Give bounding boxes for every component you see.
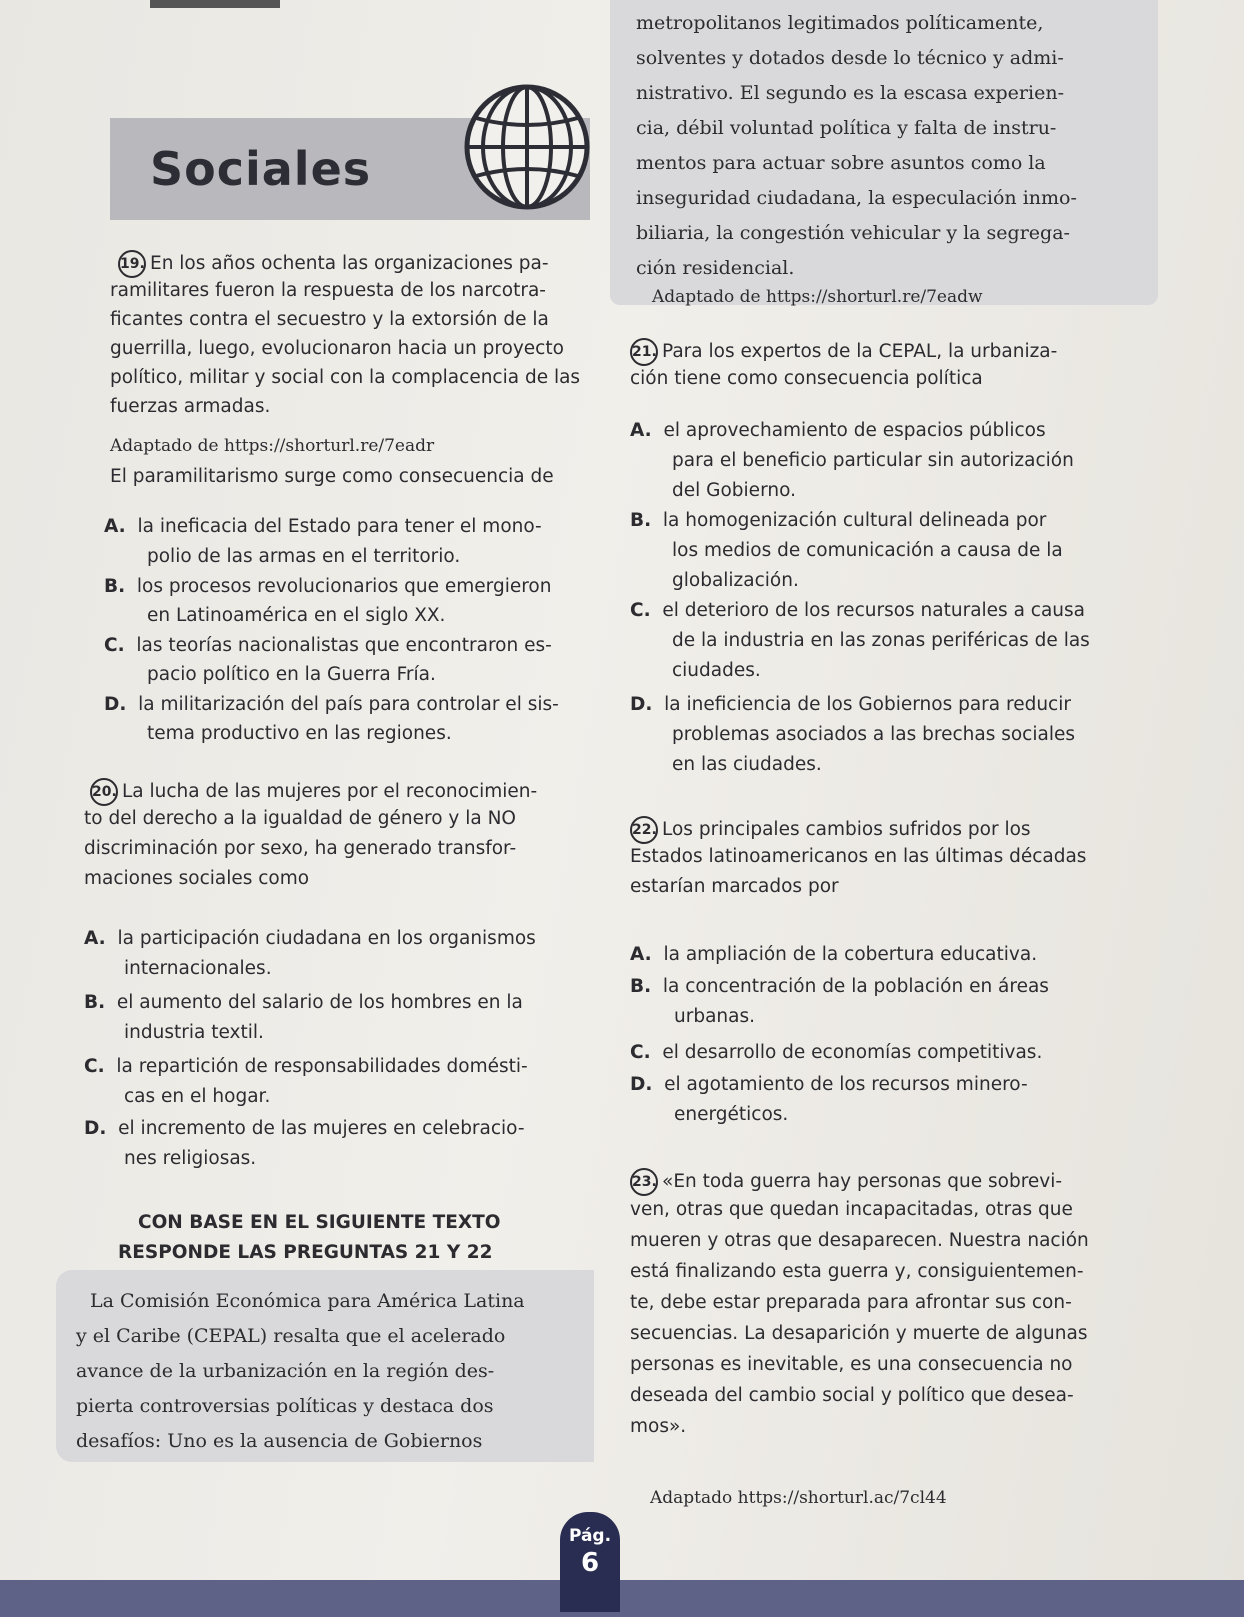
- box-line: solventes y dotados desde lo técnico y admi-: [636, 47, 1064, 69]
- q22-line: Estados latinoamericanos en las últimas décadas: [630, 846, 1087, 867]
- box-line: mentos para actuar sobre asuntos como la: [636, 152, 1046, 174]
- q22-line: estarían marcados por: [630, 876, 839, 897]
- instruction-line-2: RESPONDE LAS PREGUNTAS 21 Y 22: [118, 1242, 493, 1263]
- q20-line: 20. La lucha de las mujeres por el reconocimien-: [90, 778, 537, 806]
- bottom-strip: [0, 1580, 1244, 1617]
- q23-line: mos».: [630, 1416, 687, 1437]
- box-line: metropolitanos legitimados políticamente,: [636, 12, 1044, 34]
- box-line: biliaria, la congestión vehicular y la segrega-: [636, 222, 1070, 244]
- q20-option-b[interactable]: B. el aumento del salario de los hombres en la: [84, 992, 523, 1013]
- q20-option-d[interactable]: D. el incremento de las mujeres en celebracio-: [84, 1118, 525, 1139]
- q23-line: ven, otras que quedan incapacitadas, otras que: [630, 1199, 1073, 1220]
- q19-option-d[interactable]: D. la militarización del país para controlar el sis-: [104, 694, 559, 715]
- q19-question: El paramilitarismo surge como consecuencia de: [110, 466, 554, 487]
- q22-option-d-cont: energéticos.: [674, 1104, 789, 1125]
- q19-line: político, militar y social con la complacencia de las: [110, 367, 581, 388]
- q22-option-d[interactable]: D. el agotamiento de los recursos minero-: [630, 1074, 1028, 1095]
- q20-option-c-cont: cas en el hogar.: [124, 1086, 271, 1107]
- q23-source: Adaptado https://shorturl.ac/7cl44: [650, 1488, 947, 1508]
- q19-option-b-cont: en Latinoamérica en el siglo XX.: [147, 605, 446, 626]
- q19-line: ramilitares fueron la respuesta de los narcotra-: [110, 280, 546, 301]
- cepal-text-box: [56, 1270, 594, 1462]
- box-line: avance de la urbanización en la región des-: [76, 1360, 495, 1382]
- box-line: La Comisión Económica para América Latina: [90, 1290, 525, 1312]
- q22-option-a[interactable]: A. la ampliación de la cobertura educativa.: [630, 944, 1038, 965]
- cepal-text-box-continued: [610, 0, 1158, 305]
- box-line: cia, débil voluntad política y falta de instru-: [636, 117, 1057, 139]
- q22-option-b[interactable]: B. la concentración de la población en áreas: [630, 976, 1049, 997]
- q19-source: Adaptado de https://shorturl.re/7eadr: [110, 436, 435, 456]
- q23-line: 23. «En toda guerra hay personas que sobrevi-: [630, 1168, 1062, 1196]
- q21-option-a-cont: para el beneficio particular sin autorización: [672, 450, 1074, 471]
- page-number-badge: [560, 1512, 620, 1612]
- q23-line: está finalizando esta guerra y, consiguientemen-: [630, 1261, 1084, 1282]
- q22-option-b-cont: urbanas.: [674, 1006, 755, 1027]
- q19-option-c-cont: pacio político en la Guerra Fría.: [147, 664, 436, 685]
- top-edge-bar: [150, 0, 280, 8]
- box-line: desafíos: Uno es la ausencia de Gobiernos: [76, 1430, 483, 1452]
- q20-option-a-cont: internacionales.: [124, 958, 272, 979]
- q19-option-b[interactable]: B. los procesos revolucionarios que emergieron: [104, 576, 552, 597]
- q20-option-a[interactable]: A. la participación ciudadana en los organismos: [84, 928, 536, 949]
- q22-number: 22.: [630, 816, 658, 844]
- q19-line: ficantes contra el secuestro y la extorsión de la: [110, 309, 549, 330]
- box-line: y el Caribe (CEPAL) resalta que el acelerado: [76, 1325, 506, 1347]
- q21-option-d-cont: problemas asociados a las brechas sociales: [672, 724, 1075, 745]
- q21-option-b-cont: los medios de comunicación a causa de la: [672, 540, 1063, 561]
- box-line: ción residencial.: [636, 257, 795, 279]
- q23-line: mueren y otras que desaparecen. Nuestra nación: [630, 1230, 1089, 1251]
- q19-option-a[interactable]: A. la ineficacia del Estado para tener el mono-: [104, 516, 542, 537]
- source-cepal: Adaptado de https://shorturl.re/7eadw: [652, 287, 983, 307]
- q19-number: 19.: [118, 250, 146, 278]
- q21-option-b-cont: globalización.: [672, 570, 799, 591]
- page-number: 6: [580, 1548, 600, 1578]
- q19-option-c[interactable]: C. las teorías nacionalistas que encontraron es-: [104, 635, 552, 656]
- q20-line: maciones sociales como: [84, 868, 310, 889]
- q21-line: ción tiene como consecuencia política: [630, 368, 983, 389]
- q20-line: discriminación por sexo, ha generado transfor-: [84, 838, 517, 859]
- q19-option-d-cont: tema productivo en las regiones.: [147, 723, 452, 744]
- box-line: inseguridad ciudadana, la especulación inmo-: [636, 187, 1077, 209]
- q21-option-c-cont: de la industria en las zonas periféricas de las: [672, 630, 1090, 651]
- q22-line: 22. Los principales cambios sufridos por los: [630, 816, 1031, 844]
- q21-option-c[interactable]: C. el deterioro de los recursos naturales a causa: [630, 600, 1085, 621]
- q23-line: te, debe estar preparada para afrontar sus con-: [630, 1292, 1072, 1313]
- q21-option-d[interactable]: D. la ineficiencia de los Gobiernos para reducir: [630, 694, 1071, 715]
- q19-line: 19. En los años ochenta las organizaciones pa-: [118, 250, 549, 278]
- q23-line: secuencias. La desaparición y muerte de algunas: [630, 1323, 1088, 1344]
- q20-option-c[interactable]: C. la repartición de responsabilidades domésti-: [84, 1056, 528, 1077]
- q23-line: deseada del cambio social y político que desea-: [630, 1385, 1074, 1406]
- q21-option-c-cont: ciudades.: [672, 660, 761, 681]
- instruction-line-1: CON BASE EN EL SIGUIENTE TEXTO: [138, 1212, 501, 1233]
- box-line: nistrativo. El segundo es la escasa experien-: [636, 82, 1064, 104]
- q21-option-b[interactable]: B. la homogenización cultural delineada por: [630, 510, 1047, 531]
- q19-line: guerrilla, luego, evolucionaron hacia un proyecto: [110, 338, 564, 359]
- q19-line: fuerzas armadas.: [110, 396, 271, 417]
- q20-option-d-cont: nes religiosas.: [124, 1148, 257, 1169]
- q20-number: 20.: [90, 778, 118, 806]
- q21-option-d-cont: en las ciudades.: [672, 754, 822, 775]
- q21-line: 21. Para los expertos de la CEPAL, la urbaniza-: [630, 338, 1057, 366]
- box-line: pierta controversias políticas y destaca dos: [76, 1395, 494, 1417]
- globe-icon: [462, 82, 592, 212]
- q21-option-a-cont: del Gobierno.: [672, 480, 796, 501]
- q23-line: personas es inevitable, es una consecuencia no: [630, 1354, 1073, 1375]
- q22-option-c[interactable]: C. el desarrollo de economías competitivas.: [630, 1042, 1043, 1063]
- q20-line: to del derecho a la igualdad de género y la NO: [84, 808, 516, 829]
- q21-number: 21.: [630, 338, 658, 366]
- q19-option-a-cont: polio de las armas en el territorio.: [147, 546, 461, 567]
- subject-title: Sociales: [150, 142, 372, 196]
- q21-option-a[interactable]: A. el aprovechamiento de espacios públicos: [630, 420, 1046, 441]
- page-label: Pág.: [568, 1526, 612, 1546]
- q23-number: 23.: [630, 1168, 658, 1196]
- q20-option-b-cont: industria textil.: [124, 1022, 264, 1043]
